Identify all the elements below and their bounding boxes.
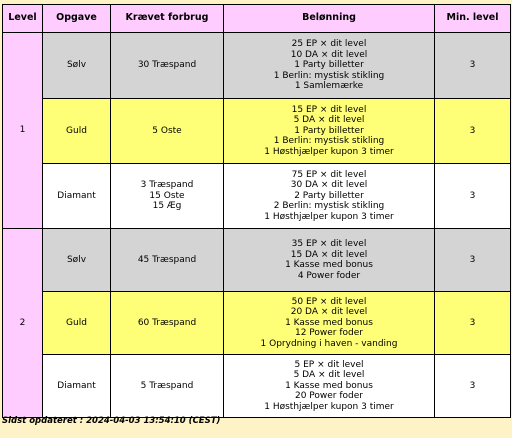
- table-row: [3, 229, 511, 292]
- required-line: 60 Træspand: [137, 317, 197, 328]
- reward-line: 25 EP × dit level: [291, 39, 367, 50]
- reward-line: 5 DA × dit level: [293, 115, 365, 126]
- last-updated: Sidst opdateret : 2024-04-03 13:54:10 (CEST): [2, 416, 221, 426]
- task-cell: Diamant: [43, 355, 111, 418]
- reward-line: 1 Høsthjælper kupon 3 timer: [264, 211, 394, 222]
- quest-body: [3, 33, 511, 418]
- required-line: 45 Træspand: [137, 254, 197, 265]
- reward-line: 1 Høsthjælper kupon 3 timer: [264, 401, 394, 412]
- reward-line: 2 Berlin: mystisk stikling: [273, 201, 385, 212]
- table-row: [3, 99, 511, 164]
- reward-line: 15 DA × dit level: [290, 249, 368, 260]
- min-level-cell: 3: [435, 292, 511, 355]
- min-level-cell: 3: [435, 355, 511, 418]
- reward-line: 20 DA × dit level: [290, 307, 368, 318]
- reward-line: 2 Party billetter: [294, 190, 364, 201]
- required-line: 15 Æg: [152, 201, 182, 212]
- header-reward: Belønning: [224, 5, 435, 33]
- min-level-cell: 3: [435, 164, 511, 229]
- reward-cell: [224, 99, 435, 164]
- required-cell: [111, 292, 224, 355]
- required-cell: [111, 229, 224, 292]
- header-level: Level: [3, 5, 43, 33]
- reward-line: 12 Power foder: [294, 328, 363, 339]
- reward-cell: [224, 355, 435, 418]
- task-cell: Guld: [43, 99, 111, 164]
- table-row: [3, 33, 511, 99]
- reward-line: 50 EP × dit level: [291, 296, 367, 307]
- required-line: 15 Oste: [149, 190, 185, 201]
- reward-cell: [224, 33, 435, 99]
- required-line: 30 Træspand: [137, 60, 197, 71]
- reward-line: 1 Høsthjælper kupon 3 timer: [264, 146, 394, 157]
- reward-line: 1 Samlemærke: [294, 81, 364, 92]
- table-row: [3, 355, 511, 418]
- level-cell: 2: [3, 229, 43, 418]
- reward-line: 35 EP × dit level: [291, 239, 367, 249]
- header-min-level: Min. level: [435, 5, 511, 33]
- level-cell: 1: [3, 33, 43, 229]
- reward-cell: [224, 292, 435, 355]
- reward-line: 1 Party billetter: [294, 60, 364, 71]
- reward-line: 1 Kasse med bonus: [285, 380, 373, 391]
- reward-line: 1 Kasse med bonus: [285, 260, 373, 270]
- reward-line: 5 DA × dit level: [293, 370, 365, 381]
- required-line: 5 Oste: [152, 125, 182, 136]
- table-row: [3, 292, 511, 355]
- task-cell: Guld: [43, 292, 111, 355]
- reward-line: 20 Power foder: [294, 391, 363, 402]
- table-row: [3, 164, 511, 229]
- header-task: Opgave: [43, 5, 111, 33]
- reward-line: 30 DA × dit level: [290, 180, 368, 191]
- reward-line: 1 Oprydning i haven - vanding: [260, 338, 398, 349]
- task-cell: Sølv: [43, 229, 111, 292]
- required-cell: [111, 33, 224, 99]
- min-level-cell: 3: [435, 99, 511, 164]
- task-cell: Diamant: [43, 164, 111, 229]
- reward-line: 1 Berlin: mystisk stikling: [273, 70, 385, 81]
- task-cell: Sølv: [43, 33, 111, 99]
- required-cell: [111, 164, 224, 229]
- header-row: [3, 5, 511, 33]
- reward-line: 1 Party billetter: [294, 125, 364, 136]
- reward-line: 4 Power foder: [297, 270, 361, 281]
- quest-table: [2, 4, 511, 418]
- reward-line: 75 EP × dit level: [291, 169, 367, 180]
- reward-line: 1 Berlin: mystisk stikling: [273, 136, 385, 147]
- reward-cell: [224, 229, 435, 292]
- header-required: Krævet forbrug: [111, 5, 224, 33]
- required-cell: [111, 355, 224, 418]
- reward-line: 10 DA × dit level: [290, 49, 368, 60]
- required-line: 3 Træspand: [140, 180, 194, 191]
- reward-cell: [224, 164, 435, 229]
- min-level-cell: 3: [435, 33, 511, 99]
- reward-line: 5 EP × dit level: [294, 359, 364, 370]
- reward-line: 1 Kasse med bonus: [285, 317, 373, 328]
- required-line: 5 Træspand: [140, 380, 194, 391]
- min-level-cell: 3: [435, 229, 511, 292]
- required-cell: [111, 99, 224, 164]
- reward-line: 15 EP × dit level: [291, 104, 367, 115]
